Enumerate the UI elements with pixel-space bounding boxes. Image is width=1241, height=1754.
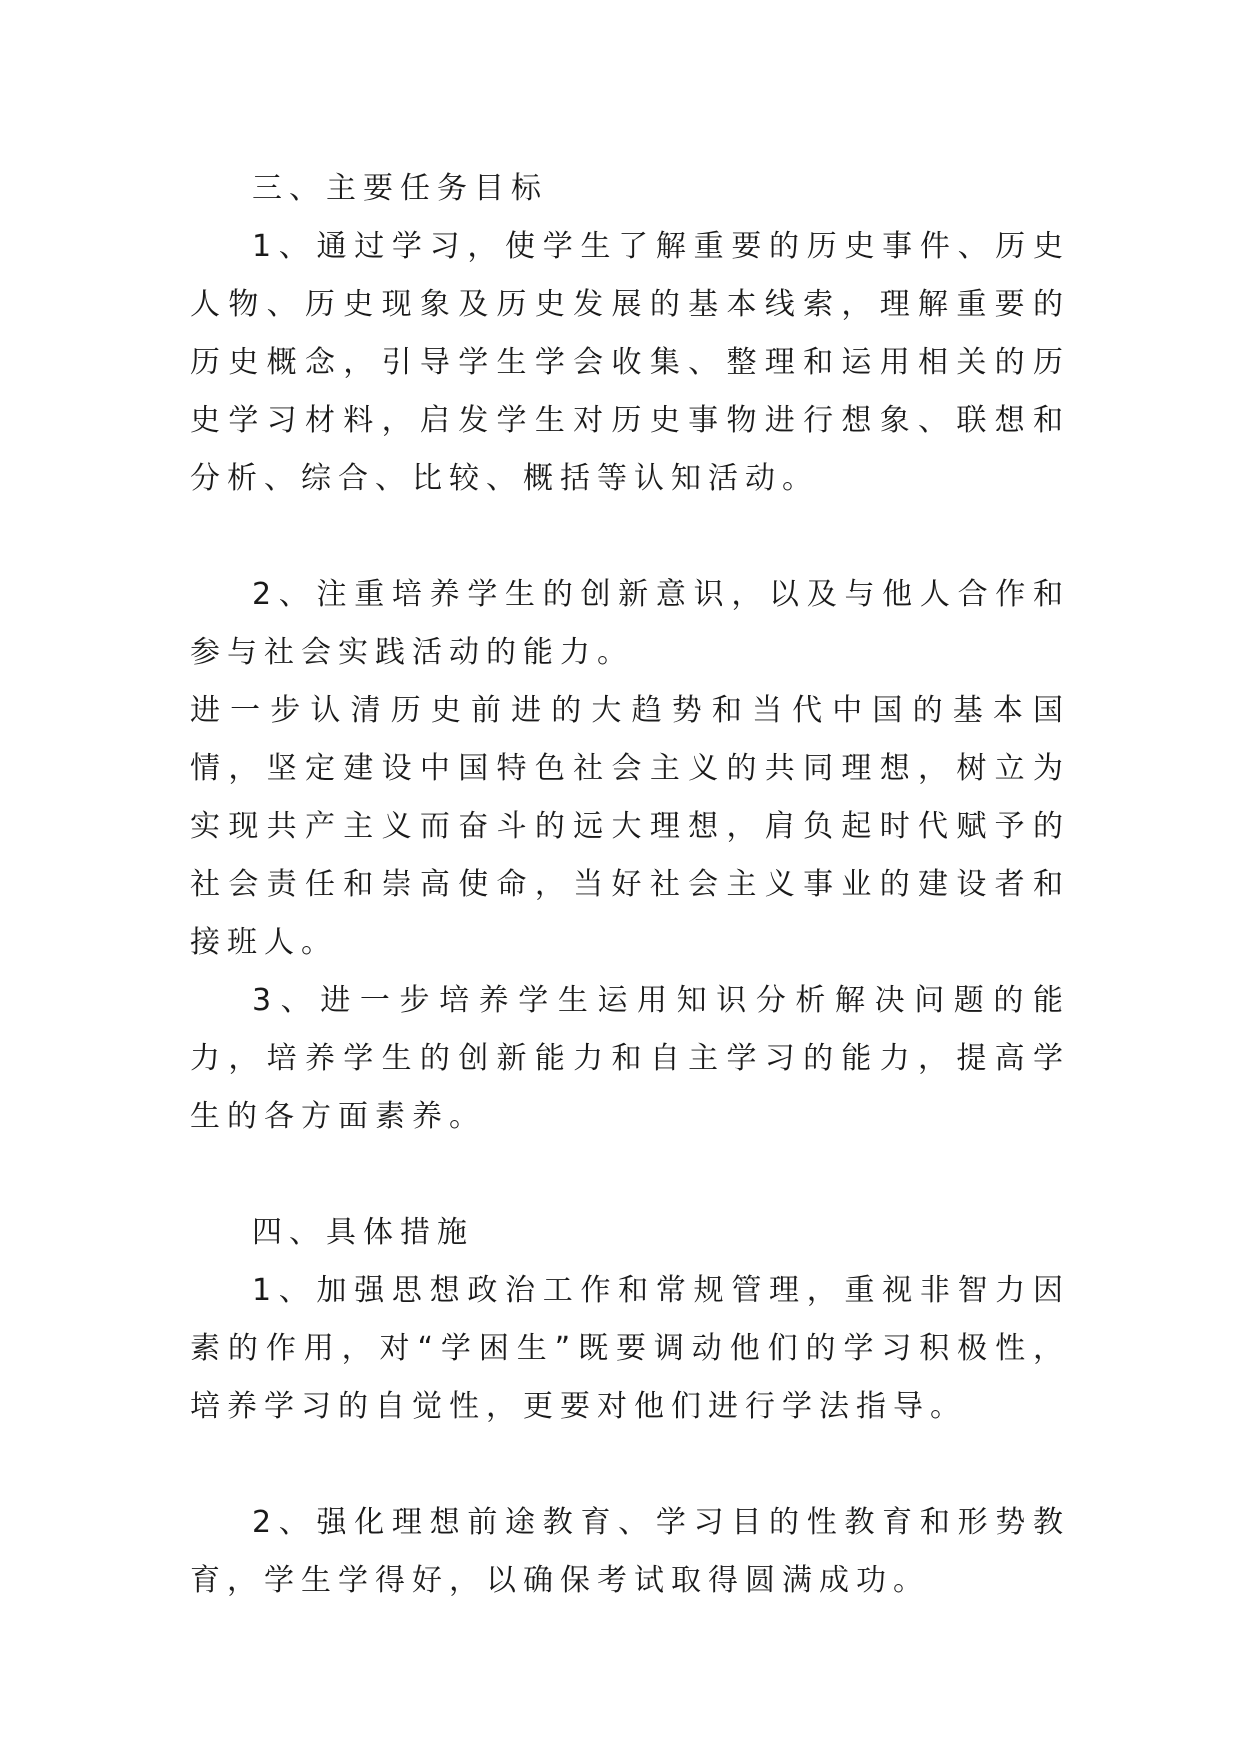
paragraph: 2、强化理想前途教育、学习目的性教育和形势教育，学生学得好，以确保考试取得圆满成功。 [190,1505,1070,1598]
paragraph: 进一步认清历史前进的大趋势和当代中国的基本国情，坚定建设中国特色社会主义的共同理想，树立为实现共产主义而奋斗的远大理想，肩负起时代赋予的社会责任和崇高使命，当好社会主义事业的建设者和接班人。 [190,693,1070,960]
paragraph-spacer [190,1146,1070,1204]
paragraph-spacer [190,508,1070,566]
paragraph: 3、进一步培养学生运用知识分析解决问题的能力，培养学生的创新能力和自主学习的能力，提高学生的各方面素养。 [190,983,1070,1134]
paragraph: 1、加强思想政治工作和常规管理，重视非智力因素的作用，对“学困生”既要调动他们的学习积极性，培养学习的自觉性，更要对他们进行学法指导。 [190,1273,1070,1424]
paragraph-spacer [190,1436,1070,1494]
section-heading-tasks: 三、主要任务目标 [252,171,548,206]
paragraph: 1、通过学习，使学生了解重要的历史事件、历史人物、历史现象及历史发展的基本线索，理解重要的历史概念，引导学生学会收集、整理和运用相关的历史学习材料，启发学生对历史事物进行想象、联想和分析、综合、比较、概括等认知活动。 [190,229,1070,496]
paragraph: 2、注重培养学生的创新意识，以及与他人合作和参与社会实践活动的能力。 [190,577,1070,670]
section-heading-measures: 四、具体措施 [252,1215,474,1250]
document-body [190,160,1070,1610]
